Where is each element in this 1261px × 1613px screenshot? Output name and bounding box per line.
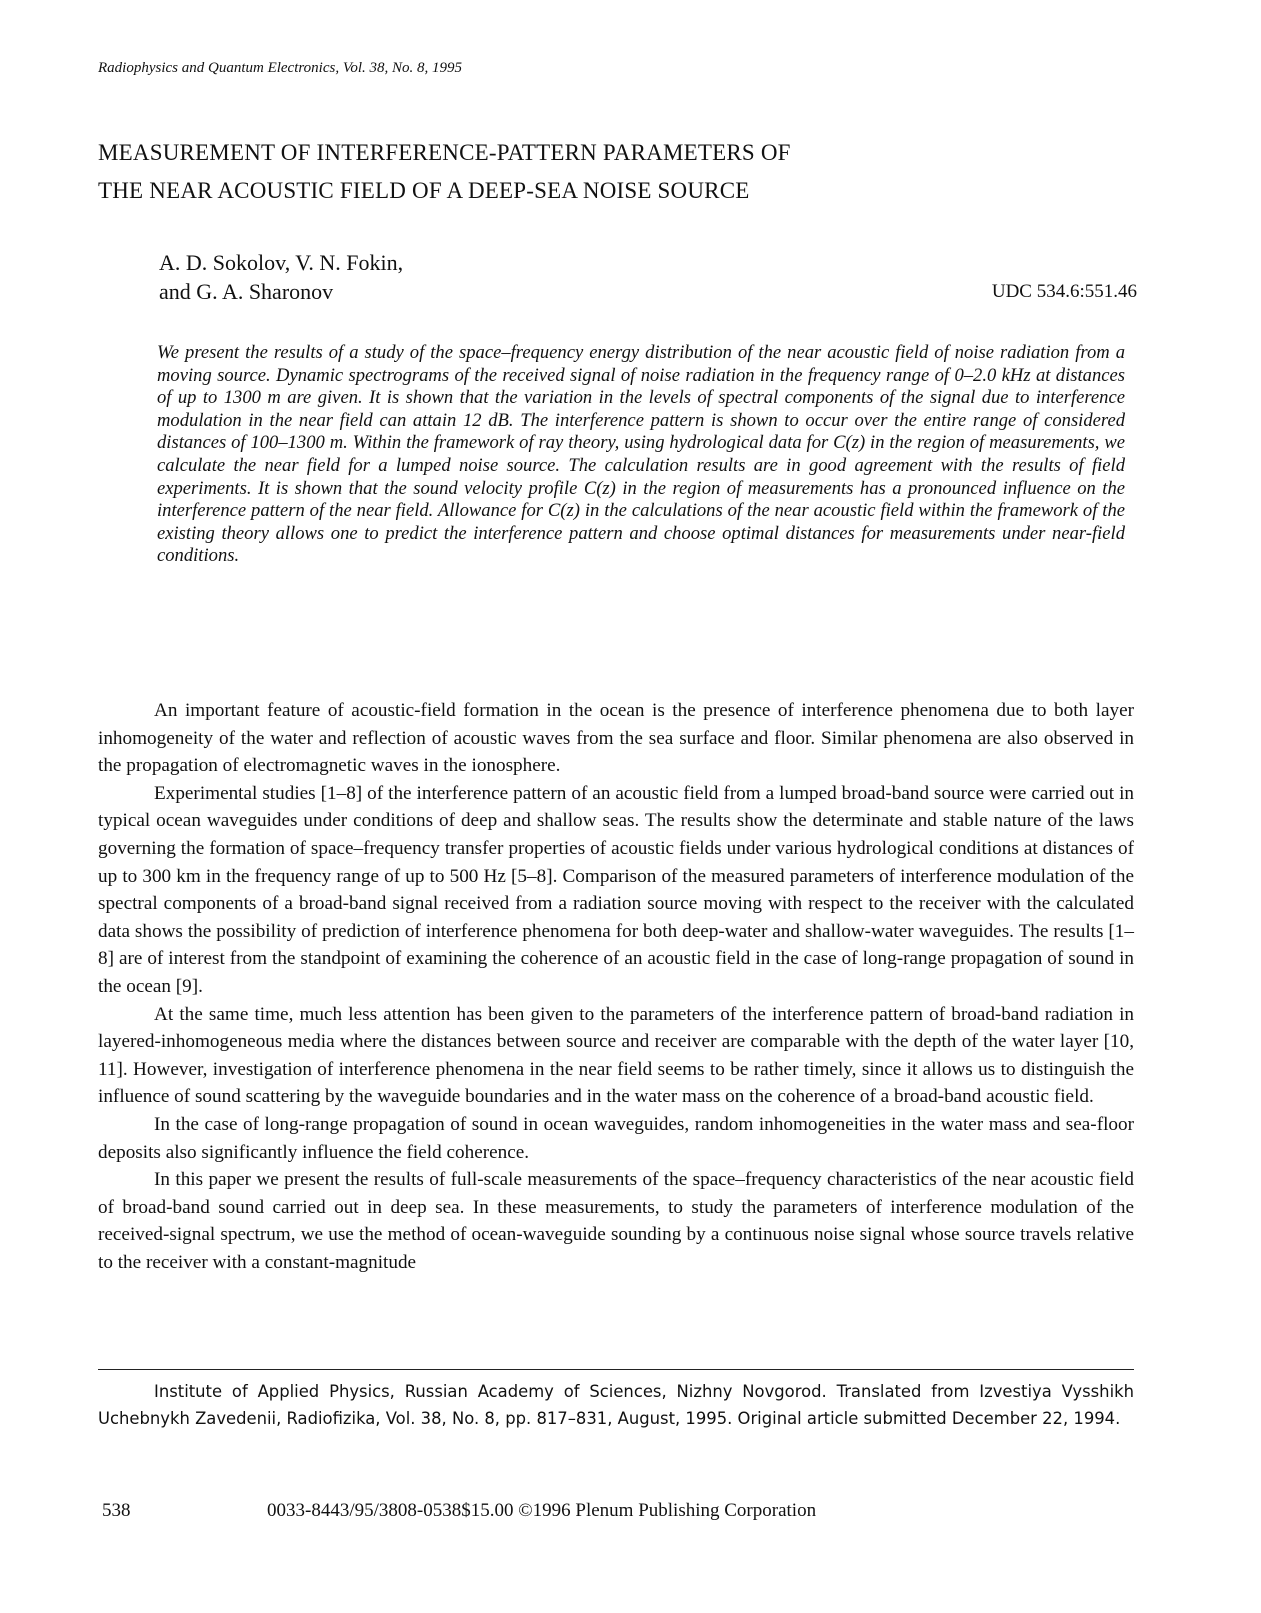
author-line-1: A. D. Sokolov, V. N. Fokin, bbox=[159, 250, 404, 275]
author-list bbox=[159, 248, 403, 306]
page-number: 538 bbox=[102, 1500, 131, 1521]
body-paragraph-5: In this paper we present the results of full-scale measurements of the space–frequency characteristics of the near acoustic field of broad-band sound carried out in deep sea. In these measurements, to study the parameters of interference modulation of the received-signal spectrum, we use the method of ocean-waveguide sounding by a continuous noise signal whose source travels relative to the receiver with a constant-magnitude bbox=[98, 1169, 1134, 1273]
author-line-2: and G. A. Sharonov bbox=[159, 279, 334, 304]
article-title-line-1: MEASUREMENT OF INTERFERENCE-PATTERN PARAMETERS OF bbox=[98, 140, 791, 165]
journal-citation: Radiophysics and Quantum Electronics, Vol. 38, No. 8, 1995 bbox=[98, 60, 462, 76]
body-paragraph-3: At the same time, much less attention has been given to the parameters of the interference pattern of broad-band radiation in layered-inhomogeneous media where the distances between source and receiver are comparable with the depth of the water layer [10, 11]. However, investigation of interference phenomena in the near field seems to be rather timely, since it allows us to distinguish the influence of sound scattering by the waveguide boundaries and in the water mass on the coherence of a broad-band acoustic field. bbox=[98, 1003, 1134, 1108]
body-paragraph-2: Experimental studies [1–8] of the interference pattern of an acoustic field from a lumped broad-band source were carried out in typical ocean waveguides under conditions of deep and shallow seas. The results show the determinate and stable nature of the laws governing the formation of space–frequency transfer properties of acoustic fields under various hydrological conditions at distances of up to 300 km in the frequency range of up to 500 Hz [5–8]. Comparison of the measured parameters of interference modulation of the spectral components of a broad-band signal received from a radiation source moving with respect to the receiver with the calculated data shows the possibility of prediction of interference phenomena for both deep-water and shallow-water waveguides. The results [1–8] are of interest from the standpoint of examining the coherence of an acoustic field in the case of long-range propagation of sound in the ocean [9]. bbox=[98, 782, 1134, 997]
udc-code: UDC 534.6:551.46 bbox=[991, 281, 1137, 302]
footnote-divider bbox=[98, 1369, 1134, 1370]
body-paragraph-4: In the case of long-range propagation of sound in ocean waveguides, random inhomogeneities in the water mass and sea-floor deposits also significantly influence the field coherence. bbox=[98, 1113, 1134, 1163]
affiliation-footnote: Institute of Applied Physics, Russian Academy of Sciences, Nizhny Novgorod. Translated from Izvestiya Vysshikh Uchebnykh Zavedenii, Radiofizika, Vol. 38, No. 8, pp. 817–831, August, 1995. Original article submitted December 22, 1994. bbox=[98, 1382, 1134, 1428]
abstract: We present the results of a study of the space–frequency energy distribution of the near acoustic field of noise radiation from a moving source. Dynamic spectrograms of the received signal of noise radiation in the frequency range of 0–2.0 kHz at distances of up to 1300 m are given. It is shown that the variation in the levels of spectral components of the signal due to interference modulation in the near field can attain 12 dB. The interference pattern is shown to occur over the entire range of considered distances of 100–1300 m. Within the framework of ray theory, using hydrological data for C(z) in the region of measurements, we calculate the near field for a lumped noise source. The calculation results are in good agreement with the results of field experiments. It is shown that the sound velocity profile C(z) in the region of measurements has a pronounced influence on the interference pattern of the near field. Allowance for C(z) in the calculations of the near acoustic field within the framework of the existing theory allows one to predict the interference pattern and choose optimal distances for measurements under near-field conditions. bbox=[157, 342, 1125, 567]
article-title bbox=[98, 134, 1138, 210]
copyright-line: 0033-8443/95/3808-0538$15.00 ©1996 Plenum Publishing Corporation bbox=[267, 1500, 817, 1521]
body-text bbox=[98, 697, 1134, 1276]
body-paragraph-1: An important feature of acoustic-field formation in the ocean is the presence of interference phenomena due to both layer inhomogeneity of the water and reflection of acoustic waves from the sea surface and floor. Similar phenomena are also observed in the propagation of electromagnetic waves in the ionosphere. bbox=[98, 700, 1134, 777]
article-title-line-2: THE NEAR ACOUSTIC FIELD OF A DEEP-SEA NOISE SOURCE bbox=[98, 178, 750, 203]
